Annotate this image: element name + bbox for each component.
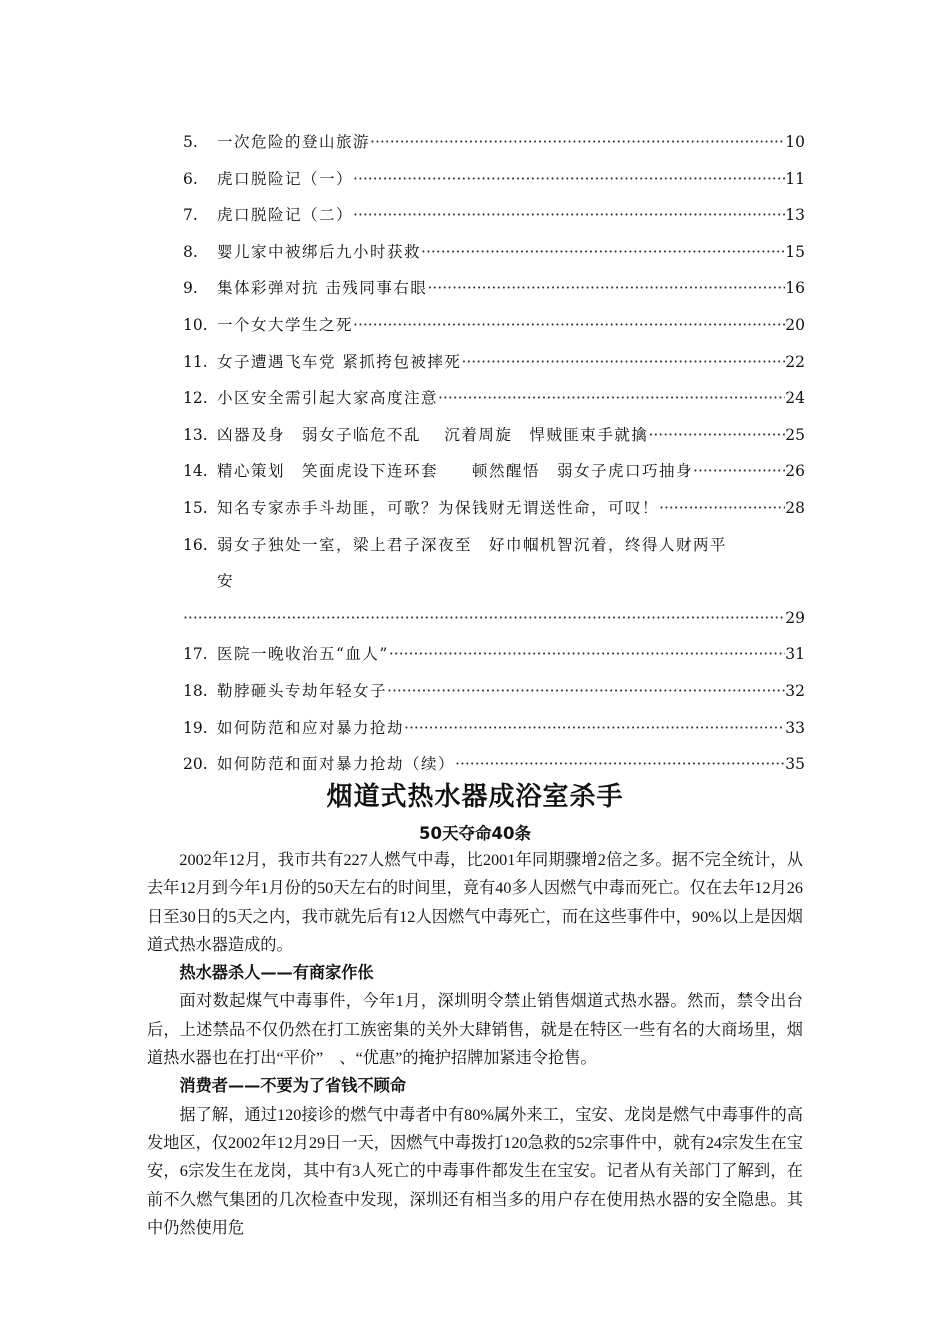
toc-leader: [387, 673, 785, 710]
toc-page-number: 28: [785, 498, 805, 517]
toc-leader: [427, 270, 785, 307]
toc-title: 婴儿家中被绑后九小时获救: [217, 242, 422, 261]
article-title: 烟道式热水器成浴室杀手: [326, 782, 624, 812]
toc-leader: [461, 344, 785, 381]
toc-number: 6.: [183, 169, 198, 188]
toc-leader: [183, 600, 785, 637]
toc-title: 勒脖砸头专劫年轻女子: [217, 681, 388, 700]
toc-entry: [183, 710, 805, 747]
toc-entry: [183, 380, 805, 417]
toc-number: 8.: [183, 242, 198, 261]
toc-page-number: 33: [785, 718, 805, 737]
article-body: [147, 846, 803, 1242]
toc-entry: [183, 490, 805, 527]
toc-title: 医院一晚收治五“血人”: [217, 645, 389, 664]
toc-entry: [183, 124, 805, 161]
section-heading: 消费者——不要为了省钱不顾命: [179, 1076, 407, 1096]
toc-number: 19.: [183, 718, 208, 737]
toc-title: 小区安全需引起大家高度注意: [217, 389, 439, 408]
toc-leader: [693, 453, 785, 490]
toc-page-number: 26: [785, 462, 805, 481]
toc-entry: [183, 270, 805, 307]
toc-leader: [353, 307, 785, 344]
toc-leader: [370, 124, 785, 161]
toc-entry: [183, 197, 805, 234]
toc-entry: [183, 344, 805, 381]
toc-number: 14.: [183, 462, 208, 481]
toc-entry: [183, 673, 805, 710]
toc-leader: [648, 417, 785, 454]
toc-entry: [183, 307, 805, 344]
toc-page-number: 32: [785, 681, 805, 700]
toc-entry: [183, 453, 805, 490]
toc-number: 5.: [183, 133, 198, 151]
toc-number: 20.: [183, 755, 208, 774]
toc-title: 精心策划 笑面虎设下连环套 顿然醒悟 弱女子虎口巧抽身: [217, 462, 694, 481]
toc-title: 知名专家赤手斗劫匪，可歌？为保钱财无谓送性命，可叹！: [217, 498, 660, 517]
toc-page-number: 31: [785, 645, 805, 664]
toc-leader: [353, 161, 785, 198]
toc-page-number: 20: [785, 315, 805, 334]
toc-number: 13.: [183, 425, 208, 444]
toc-leader: [353, 197, 785, 234]
toc-page-number: 35: [785, 755, 805, 774]
toc-title: 弱女子独处一室，梁上君子深夜至 好巾帼机智沉着，终得人财两平: [217, 535, 728, 554]
toc-entry: [183, 234, 805, 271]
toc-number: 15.: [183, 498, 208, 517]
toc-title-continuation: 安: [217, 572, 235, 591]
toc-entry: [183, 417, 805, 454]
toc-number: 7.: [183, 206, 198, 225]
section-heading: 热水器杀人——有商家作伥: [179, 963, 374, 983]
toc-title: 凶器及身 弱女子临危不乱 沉着周旋 悍贼匪束手就擒: [217, 425, 649, 444]
toc-title: 一次危险的登山旅游: [217, 133, 371, 151]
table-of-contents: [183, 124, 805, 783]
toc-number: 17.: [183, 645, 208, 664]
toc-entry: [183, 161, 805, 198]
toc-entry: [183, 636, 805, 673]
toc-entry: [183, 527, 805, 564]
toc-title: 虎口脱险记（一）: [217, 169, 354, 188]
toc-title: 虎口脱险记（二）: [217, 206, 354, 225]
toc-number: 12.: [183, 389, 208, 408]
toc-leader: [404, 710, 785, 747]
toc-leader: [659, 490, 785, 527]
toc-number: 16.: [183, 535, 208, 554]
toc-page-number: 24: [785, 389, 805, 408]
toc-page-number: 29: [785, 608, 805, 627]
toc-leader: [421, 234, 785, 271]
toc-page-number: 13: [785, 206, 805, 225]
paragraph: 面对数起煤气中毒事件，今年1月，深圳明令禁止销售烟道式热水器。然而，禁令出台后，上述禁品不仅仍然在打工族密集的关外大肆销售，就是在特区一些有名的大商场里，烟道热水器也在打出“平价” 、“优惠”的掩护招牌加紧违令抢售。: [147, 992, 803, 1068]
toc-title: 女子遭遇飞车党 紧抓挎包被摔死: [217, 352, 462, 371]
toc-entry-continuation: [183, 563, 805, 600]
toc-leader: [438, 380, 785, 417]
toc-leader: [389, 636, 785, 673]
toc-number: 10.: [183, 315, 208, 334]
toc-page-number: 15: [785, 242, 805, 261]
toc-page-number: 10: [785, 133, 805, 151]
toc-title: 如何防范和面对暴力抢劫（续）: [217, 755, 456, 774]
toc-leader-line: [183, 600, 805, 637]
toc-title: 集体彩弹对抗 击残同事右眼: [217, 279, 428, 298]
paragraph: 2002年12月，我市共有227人燃气中毒，比2001年同期骤增2倍之多。据不完全统计，从去年12月到今年1月份的50天左右的时间里，竟有40多人因燃气中毒而死亡。仅在去年12月26日至30日的5天之内，我市就先后有12人因燃气中毒死亡，而在这些事件中，90%以上是因烟道式热水器造成的。: [147, 851, 803, 954]
toc-number: 18.: [183, 681, 208, 700]
paragraph: 据了解，通过120接诊的燃气中毒者中有80%属外来工，宝安、龙岗是燃气中毒事件的高发地区，仅2002年12月29日一天，因燃气中毒拨打120急救的52宗事件中，就有24宗发生在宝安，6宗发生在龙岗，其中有3人死亡的中毒事件都发生在宝安。记者从有关部门了解到，在前不久燃气集团的几次检查中发现，深圳还有相当多的用户存在使用热水器的安全隐患。其中仍然使用危: [147, 1105, 803, 1237]
toc-page-number: 11: [785, 169, 805, 188]
toc-page-number: 25: [785, 425, 805, 444]
article-subtitle: 50天夺命40条: [419, 824, 531, 843]
toc-page-number: 22: [785, 352, 805, 371]
toc-title: 一个女大学生之死: [217, 315, 354, 334]
toc-number: 11.: [183, 352, 208, 371]
toc-page-number: 16: [785, 279, 805, 298]
toc-title: 如何防范和应对暴力抢劫: [217, 718, 405, 737]
toc-number: 9.: [183, 279, 198, 298]
